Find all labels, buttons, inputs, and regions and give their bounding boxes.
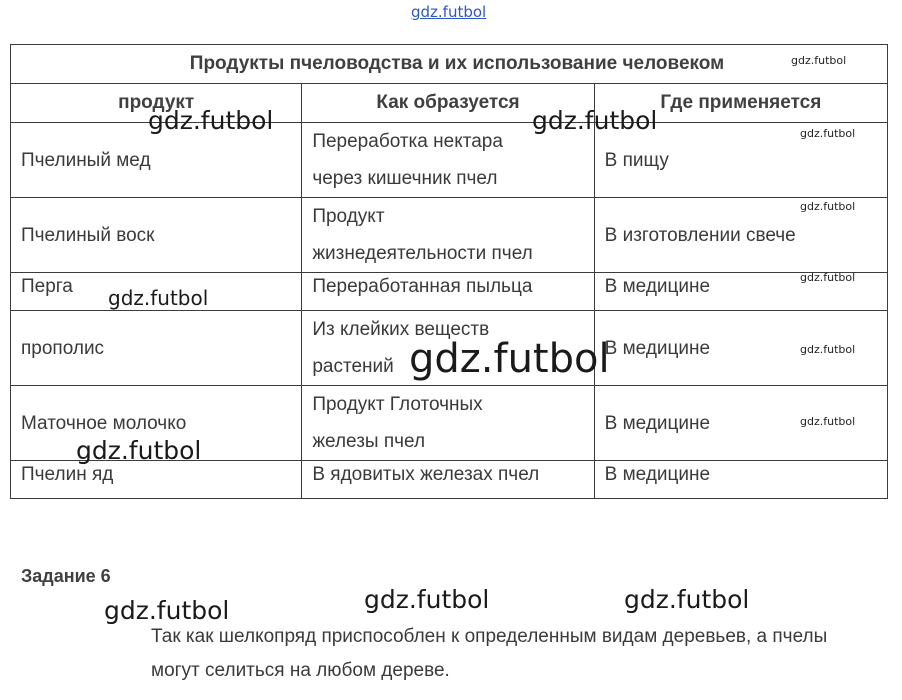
watermark: gdz.futbol <box>800 200 856 213</box>
product-cell: прополис <box>11 311 302 386</box>
watermark: gdz.futbol <box>148 106 274 135</box>
watermark: gdz.futbol <box>800 271 856 284</box>
product-cell: Пчелин яд <box>11 461 302 499</box>
formation-cell: В ядовитых железах пчел <box>302 461 594 499</box>
watermark: gdz.futbol <box>104 596 230 625</box>
product-cell: Маточное молочко <box>11 386 302 461</box>
formation-cell: Продукт Глоточных железы пчел <box>302 386 594 461</box>
table-row <box>11 198 888 273</box>
usage-cell: В изготовлении свече <box>594 198 887 273</box>
usage-cell: В медицине <box>594 311 887 386</box>
watermark: gdz.futbol <box>76 436 202 465</box>
watermark: gdz.futbol <box>800 127 856 140</box>
watermark: gdz.futbol <box>800 415 856 428</box>
bee-products-table <box>10 44 888 499</box>
watermark: gdz.futbol <box>364 585 490 614</box>
formation-cell: Продукт жизнедеятельности пчел <box>302 198 594 273</box>
table-title-row <box>11 45 888 84</box>
watermark: gdz.futbol <box>108 286 209 310</box>
watermark: gdz.futbol <box>791 54 847 67</box>
formation-cell: Переработка нектара через кишечник пчел <box>302 123 594 198</box>
usage-cell: В медицине <box>594 386 887 461</box>
table-header-row <box>11 84 888 123</box>
watermark: gdz.futbol <box>409 336 610 382</box>
header-usage: Где применяется <box>594 84 887 123</box>
formation-cell: Переработанная пыльца <box>302 273 594 311</box>
product-cell: Пчелиный мед <box>11 123 302 198</box>
watermark: gdz.futbol <box>532 106 658 135</box>
table-row <box>11 461 888 499</box>
product-cell: Перга <box>11 273 302 311</box>
header-product: продукт <box>11 84 302 123</box>
header-watermark-link[interactable]: gdz.futbol <box>411 3 487 21</box>
task-title: Задание 6 <box>21 566 111 586</box>
table-row <box>11 123 888 198</box>
task-answer-text: Так как шелкопряд приспособлен к определенным видам деревьев, а пчелы могут селиться на любом дереве. <box>151 626 828 681</box>
table-title: Продукты пчеловодства и их использование человеком <box>11 45 888 84</box>
watermark: gdz.futbol <box>800 343 856 356</box>
usage-cell: В пищу <box>594 123 887 198</box>
header-formation: Как образуется <box>302 84 594 123</box>
formation-cell: Из клейких веществ растений <box>302 311 594 386</box>
usage-cell: В медицине <box>594 461 887 499</box>
watermark: gdz.futbol <box>624 585 750 614</box>
usage-cell: В медицине <box>594 273 887 311</box>
product-cell: Пчелиный воск <box>11 198 302 273</box>
